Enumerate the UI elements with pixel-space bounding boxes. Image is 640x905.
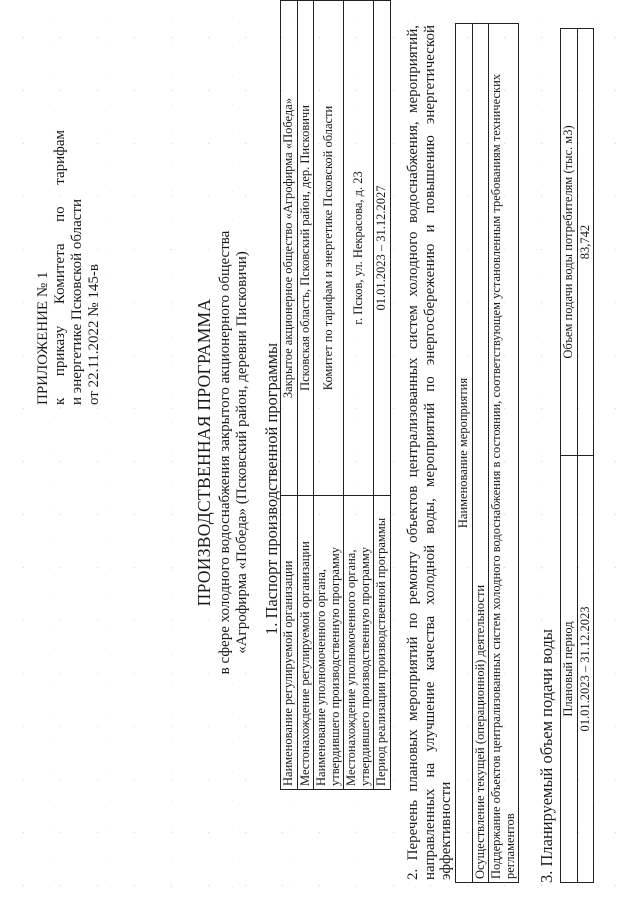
appendix-word: приказу [52,325,68,377]
table-row [344,1,374,790]
document-title: ПРОИЗВОДСТВЕННАЯ ПРОГРАММА [194,298,214,607]
passport-value: Закрытое акционерное общество «Агрофирма «Победа» [281,1,298,496]
measure-item: Осуществление текущей (операционной) деятельности [472,24,489,883]
appendix-title: ПРИЛОЖЕНИЕ № 1 [35,271,51,405]
section1-heading: 1. Паспорт производственной программы [262,342,281,635]
table-row [561,29,578,883]
passport-label: Наименование регулируемой организации [281,496,298,790]
table-row [456,24,473,883]
passport-label: Период реализации производственной программы [374,496,391,790]
table-row [472,24,489,883]
appendix-block [35,130,103,405]
passport-value: 01.01.2023 – 31.12.2027 [374,1,391,496]
appendix-committee-line: и энергетике Псковской области [69,198,85,405]
subtitle-line: в сфере холодного водоснабжения закрытого акционерного общества [217,230,233,675]
appendix-word: Комитета [52,243,68,305]
appendix-order-line [52,130,69,405]
appendix-word: к [52,397,68,405]
measures-table [455,23,519,883]
passport-value: Комитет по тарифам и энергетике Псковской области [314,1,344,496]
appendix-word: по [52,206,68,222]
volume-period: 01.01.2023 – 31.12.2023 [577,456,594,883]
table-row [489,24,519,883]
table-row [577,29,594,883]
table-row [314,1,344,790]
section3-heading: 3. Планируемый объем подачи воды [537,628,556,883]
section2-heading: 2. Перечень плановых мероприятий по ремонту объектов централизованных систем холодного водоснабжения, мероприятий, направленных на улучшение качества холодной воды, мероприятий по энергосбережению и повышению энергетической эффективности [405,25,454,880]
volume-table [560,28,594,883]
passport-value: Псковская область, Псковский район, дер. Писковичи [297,1,314,496]
passport-label: Местонахождение уполномоченного органа, утвердившего производственную программу [344,496,374,790]
measure-item: Поддержание объектов централизованных систем холодного водоснабжения в состоянии, соответствующем установленным требованиям технических регламентов [489,24,519,883]
table-row [297,1,314,790]
measures-column-header: Наименование мероприятия [456,24,473,883]
volume-amount: 83,742 [577,29,594,456]
table-row [374,1,391,790]
volume-header-period: Плановый период [561,456,578,883]
table-row [281,1,298,790]
appendix-word: тарифам [52,130,68,185]
passport-table [280,0,391,790]
passport-label: Местонахождение регулируемой организации [297,496,314,790]
subtitle-line: «Агрофирма «Победа» (Псковский район, деревни Писковичи) [234,251,250,654]
volume-header-amount: Объем подачи воды потребителям (тыс. м3) [561,29,578,456]
document-subtitle [217,0,251,905]
passport-label: Наименование уполномоченного органа, утвердившего производственную программу [314,496,344,790]
appendix-date-line: от 22.11.2022 № 145-в [86,264,102,405]
passport-value: г. Псков, ул. Некрасова, д. 23 [344,1,374,496]
